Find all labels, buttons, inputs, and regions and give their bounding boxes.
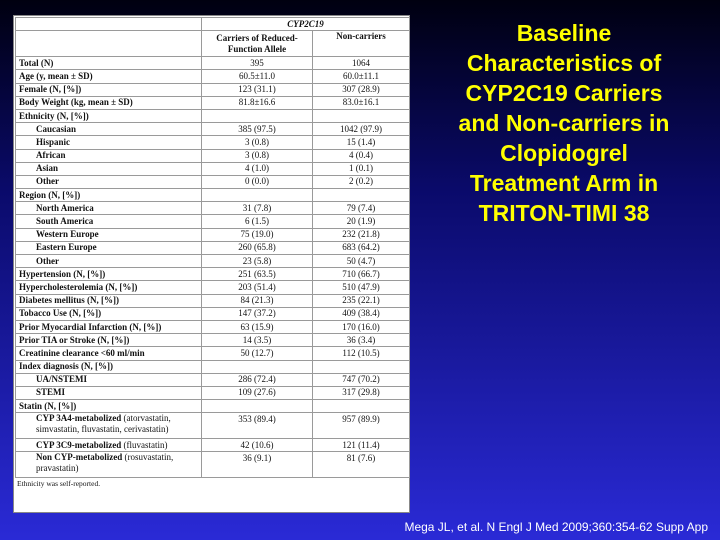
row-label [16, 360, 202, 373]
cell-carriers: 23 (5.8) [202, 255, 313, 268]
cell-carriers: 63 (15.9) [202, 320, 313, 333]
citation: Mega JL, et al. N Engl J Med 2009;360:354-62 Supp App [404, 520, 708, 534]
row-label [16, 255, 202, 268]
cell-noncarriers: 81 (7.6) [313, 452, 410, 478]
row-label [16, 452, 202, 478]
table-row [16, 96, 410, 109]
cell-noncarriers: 1 (0.1) [313, 162, 410, 175]
row-label-text: Ethnicity (N, [%]) [19, 110, 89, 121]
cell-noncarriers: 235 (22.1) [313, 294, 410, 307]
row-label-text: Statin (N, [%]) [19, 400, 77, 411]
table-row [16, 241, 410, 254]
row-label-text: Age (y, mean ± SD) [19, 70, 93, 81]
table-group-header: CYP2C19 [202, 18, 410, 31]
row-label [16, 202, 202, 215]
row-label [16, 281, 202, 294]
cell-noncarriers [313, 189, 410, 202]
table-row [16, 215, 410, 228]
row-label [16, 189, 202, 202]
table-row [16, 373, 410, 386]
row-label-text: Region (N, [%]) [19, 189, 81, 200]
cell-noncarriers: 1064 [313, 57, 410, 70]
cell-carriers: 60.5±11.0 [202, 70, 313, 83]
column-header-carriers: Carriers of Reduced-Function Allele [202, 31, 313, 57]
table-row [16, 452, 410, 478]
row-label-text: Other [36, 255, 59, 266]
cell-carriers: 50 (12.7) [202, 347, 313, 360]
row-label [16, 241, 202, 254]
cell-carriers: 42 (10.6) [202, 439, 313, 452]
row-label-note: (fluvastatin) [121, 439, 168, 450]
table-row [16, 202, 410, 215]
cell-noncarriers: 83.0±16.1 [313, 96, 410, 109]
title-line: CYP2C19 Carriers [465, 80, 663, 106]
row-label [16, 83, 202, 96]
cell-noncarriers: 50 (4.7) [313, 255, 410, 268]
table-row [16, 123, 410, 136]
row-label-text: Non CYP-metabolized [36, 452, 123, 463]
cell-noncarriers: 409 (38.4) [313, 307, 410, 320]
cell-noncarriers: 2 (0.2) [313, 175, 410, 188]
cell-carriers: 109 (27.6) [202, 386, 313, 399]
cell-carriers: 81.8±16.6 [202, 96, 313, 109]
row-label-text: Creatinine clearance <60 ml/min [19, 347, 145, 358]
row-label [16, 70, 202, 83]
row-label [16, 400, 202, 413]
row-label [16, 57, 202, 70]
cell-noncarriers: 20 (1.9) [313, 215, 410, 228]
row-label-text: Hypercholesterolemia (N, [%]) [19, 281, 138, 292]
cell-carriers: 260 (65.8) [202, 241, 313, 254]
table-row [16, 70, 410, 83]
cell-noncarriers: 170 (16.0) [313, 320, 410, 333]
row-label-text: Index diagnosis (N, [%]) [19, 361, 114, 372]
row-label-text: CYP 3C9-metabolized [36, 439, 122, 450]
title-line: Characteristics of [466, 50, 662, 76]
row-label [16, 307, 202, 320]
row-label-text: Eastern Europe [36, 242, 97, 253]
cell-carriers: 203 (51.4) [202, 281, 313, 294]
cell-carriers: 36 (9.1) [202, 452, 313, 478]
row-label-text: South America [36, 216, 94, 227]
row-label [16, 386, 202, 399]
table-row [16, 439, 410, 452]
table-footnote: Ethnicity was self-reported. [17, 479, 101, 489]
cell-noncarriers: 317 (29.8) [313, 386, 410, 399]
row-label-text: Diabetes mellitus (N, [%]) [19, 295, 119, 306]
row-label-text: CYP 3A4-metabolized [36, 413, 122, 424]
table-row [16, 189, 410, 202]
cell-noncarriers: 79 (7.4) [313, 202, 410, 215]
cell-carriers: 3 (0.8) [202, 149, 313, 162]
row-label [16, 136, 202, 149]
cell-noncarriers: 121 (11.4) [313, 439, 410, 452]
cell-carriers: 385 (97.5) [202, 123, 313, 136]
row-label-text: Female (N, [%]) [19, 84, 82, 95]
table-body [16, 57, 410, 478]
row-label-text: Asian [36, 163, 59, 174]
table-row [16, 360, 410, 373]
row-label-text: Hispanic [36, 136, 71, 147]
row-label [16, 413, 202, 439]
cell-noncarriers: 957 (89.9) [313, 413, 410, 439]
slide-title [424, 18, 704, 228]
cell-noncarriers: 1042 (97.9) [313, 123, 410, 136]
table-row [16, 162, 410, 175]
table-row [16, 334, 410, 347]
table-corner [16, 18, 202, 31]
row-label-text: Other [36, 176, 59, 187]
cell-noncarriers: 112 (10.5) [313, 347, 410, 360]
row-label [16, 334, 202, 347]
cell-noncarriers: 710 (66.7) [313, 268, 410, 281]
cell-carriers: 84 (21.3) [202, 294, 313, 307]
table-row [16, 255, 410, 268]
cell-noncarriers [313, 400, 410, 413]
title-line: Treatment Arm in [469, 170, 659, 196]
row-label [16, 439, 202, 452]
cell-carriers: 123 (31.1) [202, 83, 313, 96]
table-row [16, 228, 410, 241]
cell-carriers: 353 (89.4) [202, 413, 313, 439]
table-row [16, 281, 410, 294]
table-row [16, 83, 410, 96]
cell-carriers: 14 (3.5) [202, 334, 313, 347]
row-label-note: (rosuvastatin, pravastatin) [36, 452, 174, 474]
title-line: and Non-carriers in [458, 110, 670, 136]
row-label [16, 268, 202, 281]
row-label-text: Caucasian [36, 123, 77, 134]
table-row [16, 413, 410, 439]
cell-carriers [202, 109, 313, 122]
row-label [16, 373, 202, 386]
table-row [16, 175, 410, 188]
row-label-text: Total (N) [19, 57, 54, 68]
row-label [16, 109, 202, 122]
cell-noncarriers: 4 (0.4) [313, 149, 410, 162]
cell-noncarriers: 307 (28.9) [313, 83, 410, 96]
cell-noncarriers: 60.0±11.1 [313, 70, 410, 83]
cell-carriers: 3 (0.8) [202, 136, 313, 149]
cell-carriers: 395 [202, 57, 313, 70]
title-line: Clopidogrel [500, 140, 628, 166]
table-row [16, 400, 410, 413]
row-label [16, 228, 202, 241]
table-row [16, 307, 410, 320]
cell-noncarriers: 683 (64.2) [313, 241, 410, 254]
cell-carriers: 31 (7.8) [202, 202, 313, 215]
cell-noncarriers: 15 (1.4) [313, 136, 410, 149]
table-row [16, 386, 410, 399]
row-label-text: Tobacco Use (N, [%]) [19, 308, 102, 319]
baseline-table-panel [13, 15, 410, 513]
row-label [16, 347, 202, 360]
cell-carriers: 75 (19.0) [202, 228, 313, 241]
cell-noncarriers: 232 (21.8) [313, 228, 410, 241]
table-row [16, 149, 410, 162]
row-label [16, 320, 202, 333]
row-label-text: Prior TIA or Stroke (N, [%]) [19, 334, 130, 345]
cell-noncarriers: 747 (70.2) [313, 373, 410, 386]
cell-carriers: 147 (37.2) [202, 307, 313, 320]
row-label [16, 162, 202, 175]
cell-carriers: 4 (1.0) [202, 162, 313, 175]
cell-noncarriers [313, 360, 410, 373]
row-label [16, 149, 202, 162]
cell-noncarriers [313, 109, 410, 122]
row-label [16, 175, 202, 188]
table-row [16, 57, 410, 70]
column-header-noncarriers: Non-carriers [313, 31, 410, 57]
row-label-text: Western Europe [36, 229, 99, 240]
table-row [16, 347, 410, 360]
cell-noncarriers: 36 (3.4) [313, 334, 410, 347]
row-label [16, 96, 202, 109]
row-label [16, 294, 202, 307]
row-label [16, 123, 202, 136]
row-label-text: North America [36, 202, 94, 213]
cell-carriers: 0 (0.0) [202, 175, 313, 188]
table-row [16, 109, 410, 122]
row-label-note: (atorvastatin, simvastatin, fluvastatin, cerivastatin) [36, 413, 171, 435]
cell-carriers: 251 (63.5) [202, 268, 313, 281]
row-label-text: African [36, 150, 66, 161]
title-line: TRITON-TIMI 38 [478, 200, 650, 226]
row-label-text: Hypertension (N, [%]) [19, 268, 106, 279]
baseline-characteristics-table [15, 17, 410, 478]
cell-noncarriers: 510 (47.9) [313, 281, 410, 294]
row-label [16, 215, 202, 228]
cell-carriers [202, 189, 313, 202]
title-line: Baseline [516, 20, 612, 46]
row-label-text: Body Weight (kg, mean ± SD) [19, 97, 133, 108]
table-corner-2 [16, 31, 202, 57]
table-row [16, 294, 410, 307]
table-row [16, 268, 410, 281]
table-row [16, 320, 410, 333]
cell-carriers [202, 360, 313, 373]
cell-carriers: 286 (72.4) [202, 373, 313, 386]
cell-carriers: 6 (1.5) [202, 215, 313, 228]
row-label-text: STEMI [36, 387, 66, 398]
row-label-text: Prior Myocardial Infarction (N, [%]) [19, 321, 162, 332]
table-row [16, 136, 410, 149]
row-label-text: UA/NSTEMI [36, 374, 88, 385]
cell-carriers [202, 400, 313, 413]
